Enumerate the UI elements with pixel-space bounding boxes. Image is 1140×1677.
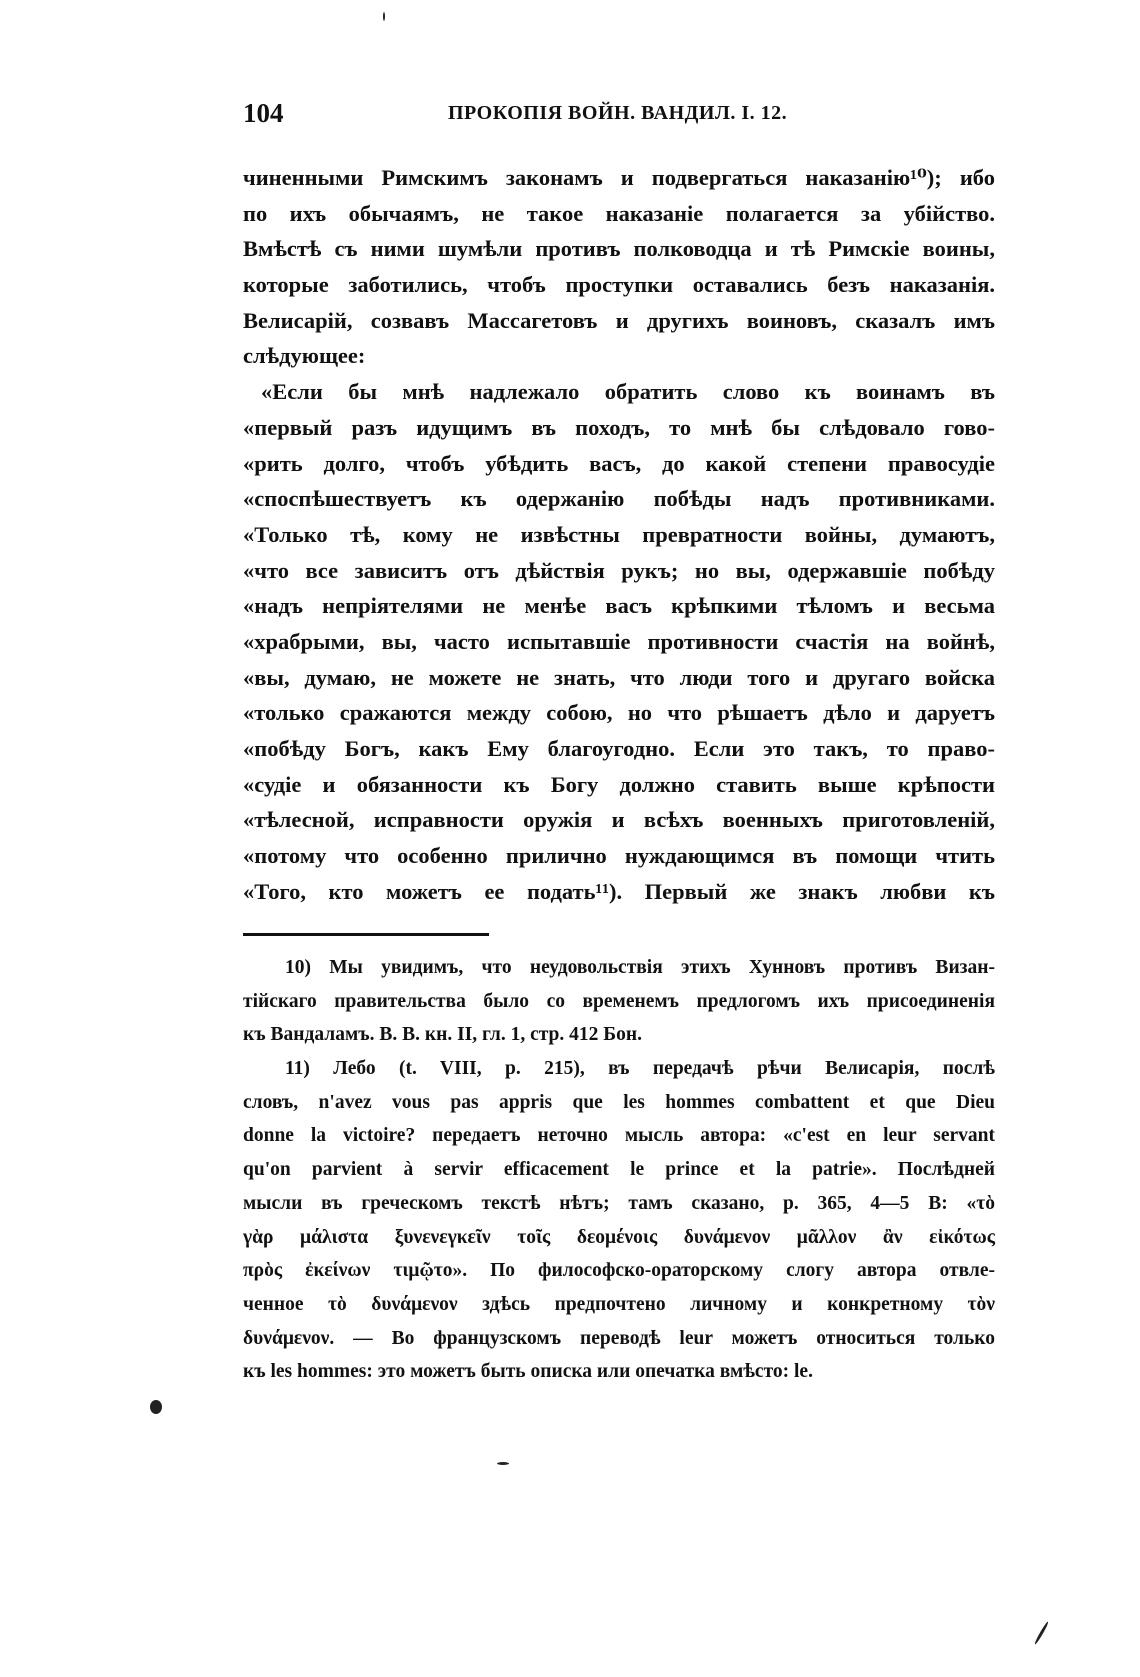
- text-line: по ихъ обычаямъ, не такое наказаніе полагается за убійство.: [243, 200, 995, 226]
- footnote-line: къ les hommes: это можетъ быть описка или опечатка вмѣсто: le.: [243, 1361, 813, 1383]
- footnote-line: 10) Мы увидимъ, что неудовольствія этихъ Хунновъ противъ Визан-: [285, 957, 995, 978]
- main-text: [243, 160, 995, 909]
- text-line: чиненными Римскимъ законамъ и подвергаться наказанію¹⁰); ибо: [243, 165, 995, 190]
- ink-blot: [150, 1400, 162, 1414]
- footnote-line: qu'on parvient à servir efficacement le prince et la patrie». Послѣдней: [243, 1159, 995, 1181]
- text-line: Велисарій, созвавъ Массагетовъ и другихъ воиновъ, сказалъ имъ: [243, 307, 995, 333]
- text-line: «тѣлесной, исправности оружія и всѣхъ военныхъ приготовленій,: [243, 807, 995, 833]
- text-line: «вы, думаю, не можете не знать, что люди того и другаго войска: [243, 664, 995, 690]
- text-line: «надъ непріятелями не менѣе васъ крѣпкими тѣломъ и весьма: [243, 593, 995, 619]
- text-line: которые заботились, чтобъ проступки оставались безъ наказанія.: [243, 272, 995, 298]
- text-line: слѣдующее:: [243, 343, 366, 369]
- text-line: «Того, кто можетъ ее подать¹¹). Первый же знакъ любви къ: [243, 878, 995, 904]
- footnote-line: δυνάμενον. — Во французскомъ переводѣ leur можетъ относиться только: [243, 1327, 995, 1349]
- footnote-line: donne la victoire? передаетъ неточно мысль автора: «c'est en leur servant: [243, 1125, 995, 1147]
- text-line: «рить долго, чтобъ убѣдить васъ, до какой степени правосудіе: [243, 450, 995, 476]
- text-line: «первый разъ идущимъ въ походъ, то мнѣ бы слѣдовало гово-: [243, 414, 995, 440]
- ink-speck: [497, 1462, 509, 1465]
- footnote-line: словъ, n'avez vous pas appris que les hommes combattent et que Dieu: [243, 1091, 995, 1113]
- footnote-line: мысли въ греческомъ текстѣ нѣтъ; тамъ сказано, p. 365, 4—5 B: «τὸ: [243, 1192, 995, 1214]
- text-line: «побѣду Богъ, какъ Ему благоугодно. Если это такъ, то право-: [243, 736, 995, 761]
- footnote-10: [243, 951, 995, 1052]
- footnotes: [243, 951, 995, 1389]
- footnote-line: тійскаго правительства было со временемъ предлогомъ ихъ присоединенія: [243, 990, 995, 1012]
- footnote-line: 11) Лебо (t. VIII, p. 215), въ передачѣ рѣчи Велисарія, послѣ: [285, 1058, 995, 1080]
- footnote-line: къ Вандаламъ. В. В. кн. II, гл. 1, стр. 412 Бон.: [243, 1024, 643, 1046]
- footnote-divider: [243, 933, 489, 936]
- text-line: Вмѣстѣ съ ними шумѣли противъ полководца и тѣ Римскіе воины,: [243, 236, 995, 262]
- text-line: «Только тѣ, кому не извѣстны превратности войны, думаютъ,: [243, 521, 995, 547]
- text-line: «споспѣшествуетъ къ одержанію побѣды надъ противниками.: [243, 486, 995, 512]
- text-line: «храбрыми, вы, часто испытавшіе противности счастія на войнѣ,: [243, 628, 995, 654]
- ink-speck: [383, 12, 385, 21]
- page-number: 104: [243, 98, 284, 128]
- running-header: [243, 98, 995, 134]
- footnote-line: πρὸς ἐκείνων τιμῷτο». По философско-ораторскому слогу автора отвле-: [243, 1260, 995, 1282]
- text-line: «Если бы мнѣ надлежало обратить слово къ воинамъ въ: [261, 379, 995, 405]
- ink-speck: [1034, 1621, 1050, 1645]
- footnote-line: γὰρ μάλιστα ξυνενεγκεῖν τοῖς δεομένοις δυνάμενον μᾶλλον ἂν εἰκότως: [243, 1226, 995, 1248]
- text-line: «только сражаются между собою, но что рѣшаетъ дѣло и даруетъ: [243, 700, 995, 726]
- footnote-line: ченное τὸ δυνάμενον здѣсь предпочтено личному и конкретному τὸν: [243, 1293, 995, 1315]
- text-line: «судіе и обязанности къ Богу должно ставить выше крѣпости: [243, 771, 995, 797]
- text-line: «что все зависитъ отъ дѣйствія рукъ; но вы, одержавшіе побѣду: [243, 557, 995, 583]
- text-line: «потому что особенно прилично нуждающимся въ помощи чтить: [243, 843, 995, 869]
- footnote-11: [243, 1052, 995, 1389]
- running-title: ПРОКОПІЯ ВОЙН. ВАНДИЛ. I. 12.: [448, 102, 788, 124]
